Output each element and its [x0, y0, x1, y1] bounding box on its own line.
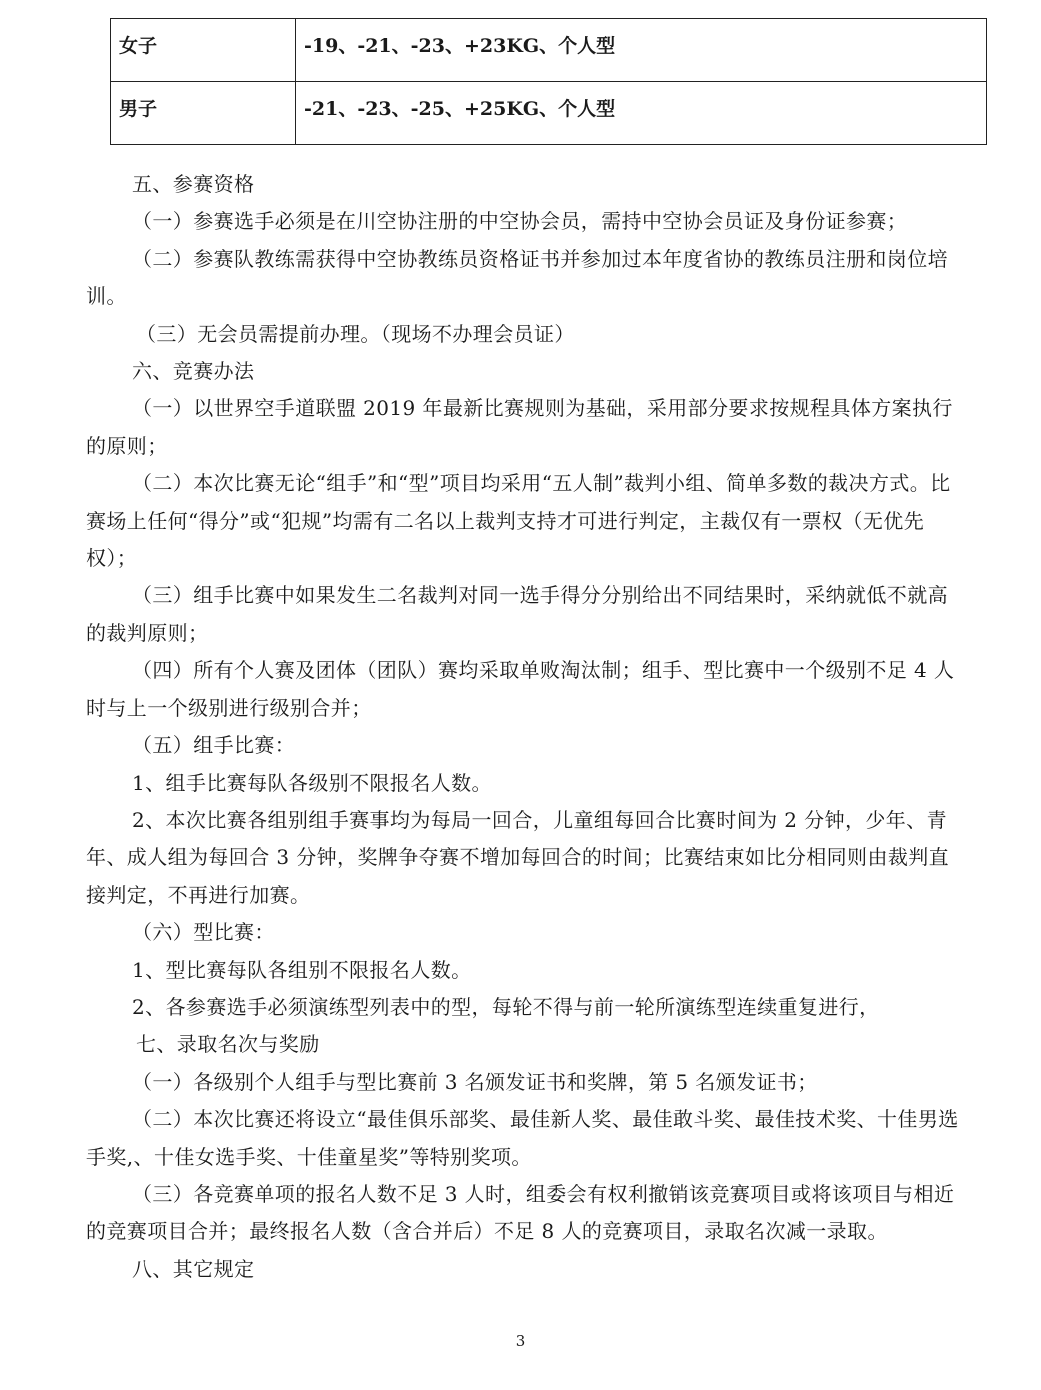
list-item: 1、型比赛每队各组别不限报名人数。 — [132, 957, 472, 982]
paragraph: （一）各级别个人组手与型比赛前 3 名颁发证书和奖牌，第 5 名颁发证书； — [132, 1069, 818, 1094]
group-cell: 男子 — [111, 82, 296, 145]
document-body — [86, 166, 966, 1288]
section-heading: 五、参赛资格 — [132, 172, 255, 196]
list-item: 2、本次比赛各组别组手赛事均为每局一回合，儿童组每回合比赛时间为 2 分钟，少年、青年、成人组为每回合 3 分钟，奖牌争夺赛不增加每回合的时间；比赛结束如比分相同则由裁判直接判定，不再进行加赛。 — [86, 807, 950, 907]
table-row — [111, 82, 987, 145]
page-number: 3 — [515, 1332, 526, 1350]
section-heading: 七、录取名次与奖励 — [136, 1032, 320, 1057]
paragraph: （二）本次比赛无论“组手”和“型”项目均采用“五人制”裁判小组、简单多数的裁决方式。比赛场上任何“得分”或“犯规”均需有二名以上裁判支持才可进行判定，主裁仅有一票权（无优先权）； — [86, 471, 951, 571]
paragraph: （四）所有个人赛及团体（团队）赛均采取单败淘汰制；组手、型比赛中一个级别不足 4 人时与上一个级别进行级别合并； — [86, 658, 955, 720]
paragraph: （一）参赛选手必须是在川空协注册的中空协会员，需持中空协会员证及身份证参赛； — [132, 209, 908, 234]
categories-cell: -19、-21、-23、+23KG、个人型 — [296, 19, 987, 82]
list-item: 1、组手比赛每队各级别不限报名人数。 — [132, 770, 492, 795]
section-heading: 六、竞赛办法 — [132, 359, 255, 384]
paragraph: （三）各竞赛单项的报名人数不足 3 人时，组委会有权利撤销该竞赛项目或将该项目与相近的竞赛项目合并；最终报名人数（含合并后）不足 8 人的竞赛项目，录取名次减一录取。 — [86, 1181, 955, 1244]
table-row — [111, 19, 987, 82]
paragraph: （三）组手比赛中如果发生二名裁判对同一选手得分分别给出不同结果时，采纳就低不就高的裁判原则； — [86, 583, 948, 645]
list-item: 2、各参赛选手必须演练型列表中的型，每轮不得与前一轮所演练型连续重复进行， — [132, 994, 880, 1019]
category-table — [110, 18, 987, 145]
paragraph: （三）无会员需提前办理。（现场不办理会员证） — [136, 321, 575, 346]
paragraph: （二）本次比赛还将设立“最佳俱乐部奖、最佳新人奖、最佳敢斗奖、最佳技术奖、十佳男选手奖,、十佳女选手奖、十佳童星奖”等特别奖项。 — [86, 1107, 959, 1169]
paragraph: （六）型比赛： — [132, 920, 275, 945]
section-heading: 八、其它规定 — [132, 1256, 255, 1281]
paragraph: （一）以世界空手道联盟 2019 年最新比赛规则为基础，采用部分要求按规程具体方案执行的原则； — [86, 396, 953, 458]
paragraph: （五）组手比赛： — [132, 733, 296, 758]
categories-cell: -21、-23、-25、+25KG、个人型 — [296, 82, 987, 145]
group-cell: 女子 — [111, 19, 296, 82]
paragraph: （二）参赛队教练需获得中空协教练员资格证书并参加过本年度省协的教练员注册和岗位培训。 — [86, 246, 948, 309]
